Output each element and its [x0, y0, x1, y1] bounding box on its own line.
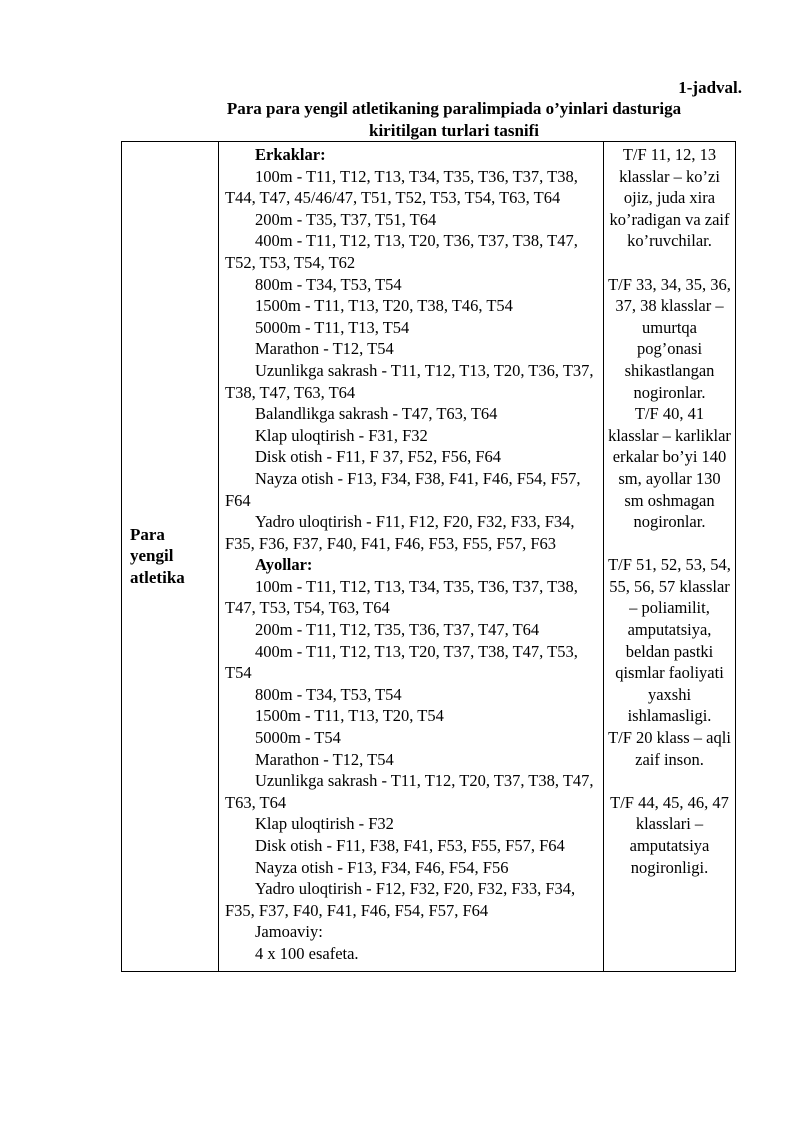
list-item: 1500m - T11, T13, T20, T38, T46, T54: [255, 296, 513, 316]
events-cell: [219, 142, 604, 972]
list-item: 400m - T11, T12, T13, T20, T37, T38, T47, T53, T54: [225, 641, 578, 683]
note-spinal-injury: T/F 33, 34, 35, 36, 37, 38 klasslar – umurtqa pog’onasi shikastlangan nogironlar.: [608, 274, 731, 402]
list-item: Balandlikga sakrash - T47, T63, T64: [255, 404, 498, 424]
note-amputation: T/F 44, 45, 46, 47 klasslari – amputatsiya nogironligi.: [610, 792, 729, 877]
classification-table: [121, 141, 736, 972]
list-item: 5000m - T11, T13, T54: [255, 317, 410, 337]
list-item: Jamoaviy:: [255, 922, 323, 942]
table-caption: [120, 98, 788, 142]
list-item: Uzunlikga sakrash - T11, T12, T13, T20, T36, T37, T38, T47, T63, T64: [225, 360, 594, 402]
table-row: [122, 142, 736, 972]
list-item: Nayza otish - F13, F34, F46, F54, F56: [255, 857, 509, 877]
list-item: Marathon - T12, T54: [255, 749, 394, 769]
category-label: Para yengil atletika: [130, 524, 185, 588]
list-item: 400m - T11, T12, T13, T20, T36, T37, T38, T47, T52, T53, T54, T62: [225, 231, 578, 272]
list-item: Klap uloqtirish - F32: [255, 814, 394, 834]
list-item: Uzunlikga sakrash - T11, T12, T20, T37, T38, T47, T63, T64: [225, 771, 594, 812]
note-visual-impairment: T/F 11, 12, 13 klasslar – ko’zi ojiz, juda xira ko’radigan va zaif ko’ruvchilar.: [609, 145, 730, 251]
list-item: Disk otish - F11, F 37, F52, F56, F64: [255, 447, 502, 467]
list-item: 4 x 100 esafeta.: [255, 943, 359, 963]
list-item: 200m - T35, T37, T51, T64: [255, 209, 437, 229]
caption-line-1: Para para yengil atletikaning paralimpiada o’yinlari dasturiga: [226, 99, 682, 118]
list-item: 1500m - T11, T13, T20, T54: [255, 706, 444, 726]
notes-cell: [604, 142, 736, 972]
list-item: 800m - T34, T53, T54: [255, 274, 402, 294]
list-item: Klap uloqtirish - F31, F32: [255, 425, 428, 445]
note-intellectual: T/F 20 klass – aqli zaif inson.: [608, 728, 731, 769]
list-item: 100m - T11, T12, T13, T34, T35, T36, T37, T38, T44, T47, 45/46/47, T51, T52, T53, T54, T63, T64: [225, 166, 578, 208]
list-item: Disk otish - F11, F38, F41, F53, F55, F57, F64: [255, 836, 565, 855]
caption-line-2: kiritilgan turlari tasnifi: [369, 121, 539, 140]
list-item: 100m - T11, T12, T13, T34, T35, T36, T37, T38, T47, T53, T54, T63, T64: [225, 576, 578, 618]
table-number: 1-jadval.: [678, 78, 742, 97]
note-polio-amputation: T/F 51, 52, 53, 54, 55, 56, 57 klasslar – poliamilit, amputatsiya, beldan pastki qismlar faoliyati yaxshi ishlamasligi.: [608, 555, 731, 726]
list-item: Marathon - T12, T54: [255, 339, 394, 359]
list-item: 200m - T11, T12, T35, T36, T37, T47, T64: [255, 620, 540, 640]
note-short-stature: T/F 40, 41 klasslar – karliklar erkalar bo’yi 140 sm, ayollar 130 sm oshmagan nogironlar.: [608, 404, 731, 532]
category-cell: [122, 142, 219, 972]
list-item: Yadro uloqtirish - F12, F32, F20, F32, F33, F34, F35, F37, F40, F41, F46, F54, F57, F64: [225, 879, 576, 920]
list-item: 800m - T34, T53, T54: [255, 684, 402, 704]
women-heading: Ayollar:: [255, 555, 313, 575]
list-item: Yadro uloqtirish - F11, F12, F20, F32, F33, F34, F35, F36, F37, F40, F41, F46, F53, F55, F57, F63: [225, 512, 575, 553]
men-heading: Erkaklar:: [255, 145, 326, 164]
list-item: 5000m - T54: [255, 728, 341, 748]
list-item: Nayza otish - F13, F34, F38, F41, F46, F54, F57, F64: [225, 468, 581, 510]
